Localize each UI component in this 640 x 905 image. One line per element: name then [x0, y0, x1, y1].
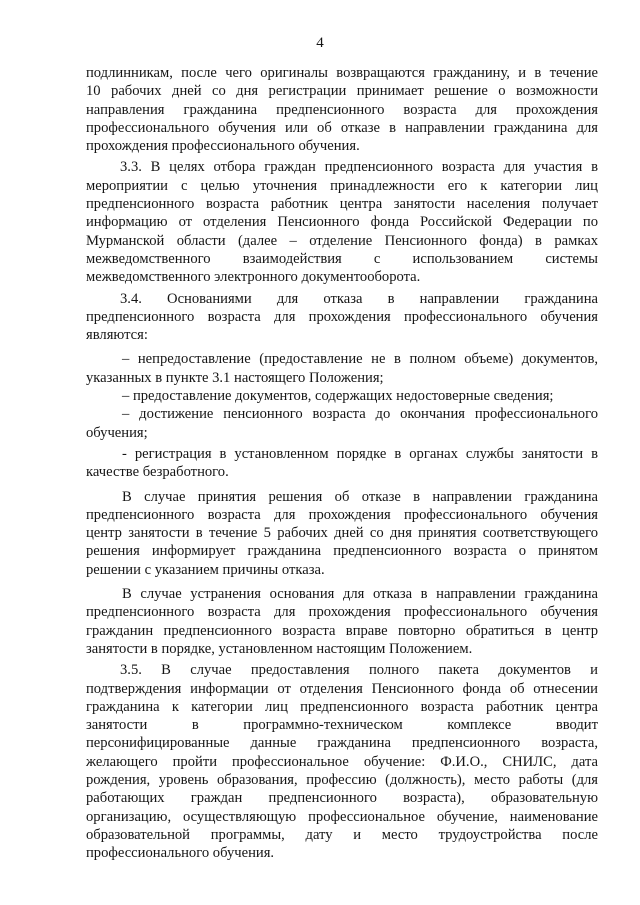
text-line: – непредоставление (предоставление не в полном объеме) документов, [122, 351, 598, 368]
text-line: профессионального обучения. [86, 845, 275, 862]
document-body [86, 64, 598, 862]
page-number: 4 [316, 35, 324, 51]
text-line: профессионального обучения или об отказе в направлении гражданина для [86, 119, 598, 136]
text-line: центр занятости в течение 5 рабочих дней со дня принятия соответствующего [86, 525, 598, 542]
text-line: межведомственного электронного документооборота. [86, 269, 421, 286]
text-line: гражданина к категории лиц предпенсионного возраста работник центра [86, 698, 598, 715]
text-line: 10 рабочих дней со дня регистрации принимает решение о возможности [86, 83, 598, 100]
text-line: Мурманской области (далее – отделение Пенсионного фонда) в рамках [86, 232, 598, 249]
text-line: В случае принятия решения об отказе в направлении гражданина [122, 488, 598, 505]
text-line: занятости в программно-техническом комплексе вводит [86, 717, 598, 734]
text-line: направления гражданина предпенсионного возраста для прохождения [86, 101, 598, 118]
text-line: обучения; [86, 424, 148, 441]
text-line: предпенсионного возраста для прохождения профессионального обучения [86, 506, 598, 523]
text-line: 3.5. В случае предоставления полного пакета документов и [120, 662, 598, 679]
text-line: информацию от отделения Пенсионного фонда Российской Федерации по [86, 214, 598, 231]
text-line: являются: [86, 327, 148, 344]
text-line: – предоставление документов, содержащих недостоверные сведения; [122, 388, 554, 405]
list-item-reason-2 [86, 387, 598, 405]
text-line: предпенсионного возраста для прохождения профессионального обучения [86, 604, 598, 621]
paragraph-refusal-decision [86, 488, 598, 579]
text-line: желающего пройти профессиональное обучение: Ф.И.О., СНИЛС, дата [86, 753, 598, 770]
text-line: – достижение пенсионного возраста до окончания профессионального [122, 406, 598, 423]
text-line: гражданин предпенсионного возраста вправе повторно обратиться в центр [86, 622, 598, 639]
text-line: мероприятии с целью уточнения принадлежности его к категории лиц [86, 177, 598, 194]
text-line: межведомственного взаимодействия с использованием системы [86, 250, 598, 267]
text-line: решения информирует гражданина предпенсионного возраста о принятом [86, 543, 598, 560]
text-line: подлинникам, после чего оригиналы возвращаются гражданину, и в течение [86, 65, 598, 81]
text-line: персонифицированные данные гражданина предпенсионного возраста, [86, 735, 598, 752]
text-line: подтверждения информации от отделения Пенсионного фонда об отнесении [86, 680, 598, 697]
text-line: решении с указанием причины отказа. [86, 561, 325, 578]
text-line: В случае устранения основания для отказа в направлении гражданина [122, 586, 598, 603]
text-line: качестве безработного. [86, 464, 229, 481]
text-line: предпенсионного возраста работник центра занятости населения получает [86, 196, 598, 213]
paragraph-continuation [86, 64, 598, 155]
text-line: указанных в пункте 3.1 настоящего Положения; [86, 369, 384, 386]
text-line: предпенсионного возраста для прохождения профессионального обучения [86, 308, 598, 325]
text-line: работающих граждан предпенсионного возраста), образовательную [86, 790, 598, 807]
text-line: - регистрация в установленном порядке в органах службы занятости в [122, 445, 598, 462]
text-line: образовательной программы, дату и место трудоустройства после [86, 826, 598, 843]
text-line: 3.4. Основаниями для отказа в направлении гражданина [120, 290, 598, 307]
text-line: занятости в порядке, установленном настоящим Положением. [86, 640, 473, 657]
list-item-reason-3 [86, 405, 598, 442]
list-item-reason-1 [86, 350, 598, 387]
paragraph-3-5 [86, 661, 598, 862]
paragraph-repeat-application [86, 585, 598, 658]
text-line: прохождения профессионального обучения. [86, 138, 360, 155]
paragraph-3-4 [86, 290, 598, 345]
text-line: рождения, уровень образования, профессию (должность), место работы (для [86, 771, 598, 788]
paragraph-3-3 [86, 158, 598, 286]
list-item-reason-4 [86, 445, 598, 482]
text-line: организацию, осуществляющую профессиональное обучение, наименование [86, 808, 598, 825]
text-line: 3.3. В целях отбора граждан предпенсионного возраста для участия в [120, 159, 598, 176]
